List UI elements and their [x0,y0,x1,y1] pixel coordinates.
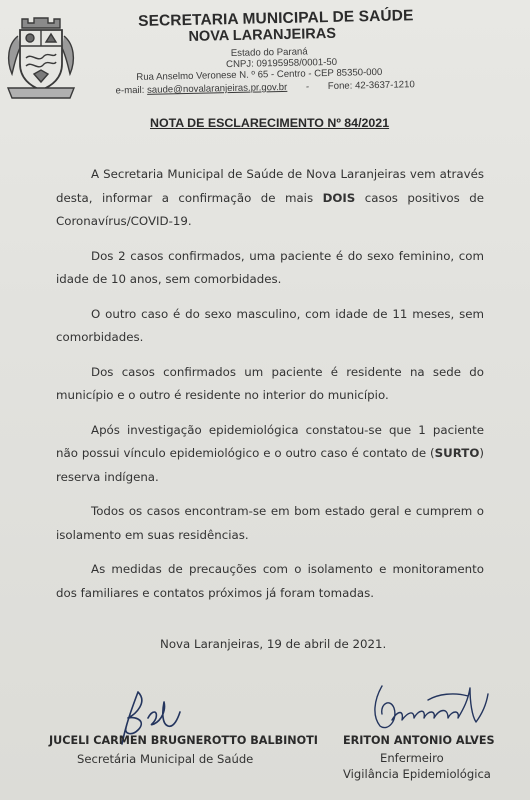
letterhead-state: Estado do Paraná [230,46,308,60]
signatory-left-name: JUCELI CARMEN BRUGNEROTTO BALBINOTI [49,734,318,747]
paragraph-5: Após investigação epidemiológica constatou-se que 1 paciente não possui vínculo epidemiológico e o outro caso é contato de (SURTO) reserva indígena. [56,422,484,484]
letterhead-subtitle: NOVA LARANJEIRAS [188,25,337,45]
paragraph-2: Dos 2 casos confirmados, uma paciente é do sexo feminino, com idade de 10 anos, sem comorbidades. [56,248,484,286]
paragraph-3: O outro caso é do sexo masculino, com idade de 11 meses, sem comorbidades. [56,306,484,344]
paragraph-6: Todos os casos encontram-se em bom estado geral e cumprem o isolamento em suas residências. [56,504,484,542]
handwritten-signature-right [368,680,498,736]
paragraph-7: As medidas de precauções com o isolamento e monitoramento dos familiares e contatos próximos já foram tomadas. [56,562,484,600]
signatory-left-role: Secretária Municipal de Saúde [77,752,254,766]
letterhead-cnpj: CNPJ: 09195958/0001-50 [225,56,338,71]
letterhead-email-label: e-mail: [115,84,145,97]
date-line: Nova Laranjeiras, 19 de abril de 2021. [160,637,387,651]
bold-outbreak: SURTO [434,446,480,460]
municipal-coat-of-arms-icon [4,14,78,102]
paragraph-4: Dos casos confirmados um paciente é residente na sede do município e o outro é residente no interior do município. [56,364,484,402]
bold-count: DOIS [322,190,356,205]
paragraph-1: A Secretaria Municipal de Saúde de Nova Laranjeiras vem através desta, informar a confirmação de mais DOIS casos positivos de Coronavírus/COVID-19. [56,167,484,228]
signatory-right-name: ERITON ANTONIO ALVES [343,734,495,747]
letterhead-address: Rua Anselmo Veronese N. º 65 - Centro - CEP 85350-000 [136,66,383,84]
signatory-right-role-1: Enfermeiro [380,751,444,765]
letterhead [90,6,450,97]
document-heading: NOTA DE ESCLARECIMENTO Nº 84/2021 [150,116,390,130]
letterhead-title: SECRETARIA MUNICIPAL DE SAÚDE [137,7,414,30]
letterhead-separator: - [305,81,310,93]
letterhead-email[interactable]: saude@novalaranjeiras.pr.gov.br [146,81,288,96]
signatory-right-role-2: Vigilância Epidemiológica [343,767,491,781]
letterhead-phone: Fone: 42-3637-1210 [327,79,415,93]
document-body [56,163,484,616]
